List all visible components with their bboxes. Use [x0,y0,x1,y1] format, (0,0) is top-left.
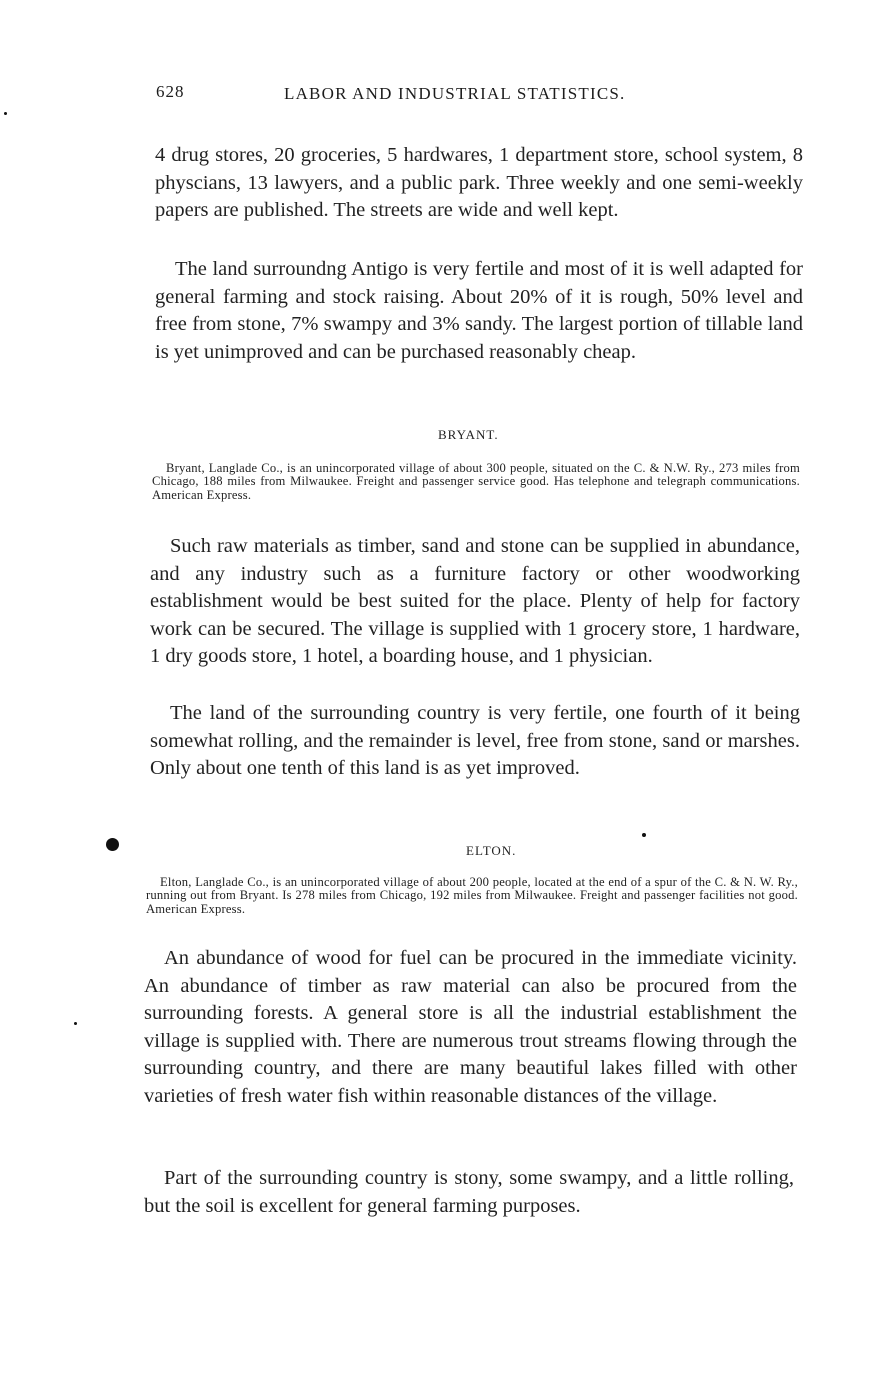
antigo-land-paragraph: The land surroundng Antigo is very fertile and most of it is well adapted for general farming and stock raising. About 20% of it is rough, 50% level and free from stone, 7% swampy and 3% sandy. The largest portion of tillable land is yet unimproved and can be purchased reasonably cheap. [155,258,803,363]
antigo-paragraph-continued: 4 drug stores, 20 groceries, 5 hardwares, 1 department store, school system, 8 physcians, 13 lawyers, and a public park. Three weekly and one semi-weekly papers are published. The streets are wide and well kept. [155,144,803,222]
ink-speck-mark [74,1022,77,1025]
page-number: 628 [156,82,185,101]
bryant-summary-note: Bryant, Langlade Co., is an unincorporated village of about 300 people, situated on the C. & N.W. Ry., 273 miles from Chicago, 188 miles from Milwaukee. Freight and passenger service good. Has telephone and telegraph communications. American Express. [152,461,800,502]
bryant-land-paragraph: The land of the surrounding country is very fertile, one fourth of it being somewhat rolling, and the remainder is level, free from stone, sand or marshes. Only about one tenth of this land is as yet improved. [150,702,800,780]
bryant-materials-paragraph: Such raw materials as timber, sand and stone can be supplied in abundance, and any industry such as a furniture factory or other woodworking establishment would be best suited for the place. Plenty of help for factory work can be secured. The village is supplied with 1 grocery store, 1 hardware, 1 dry goods store, 1 hotel, a boarding house, and 1 physician. [150,535,800,668]
ink-speck-mark [642,833,646,837]
section-heading-bryant: BRYANT. [438,427,499,442]
section-heading-elton: ELTON. [466,843,517,858]
running-title: LABOR AND INDUSTRIAL STATISTICS. [284,84,626,103]
elton-resources-paragraph: An abundance of wood for fuel can be procured in the immediate vicinity. An abundance of timber as raw material can also be procured from the surrounding forests. A general store is all the industrial establishment the village is supplied with. There are numerous trout streams flowing through the surrounding country, and there are many beautiful lakes filled with other varieties of fresh water fish within reasonable distances of the village. [144,947,797,1107]
elton-summary-note: Elton, Langlade Co., is an unincorporated village of about 200 people, located at the end of a spur of the C. & N. W. Ry., running out from Bryant. Is 278 miles from Chicago, 192 miles from Milwaukee. Freight and passenger facilities not good. American Express. [146,875,798,916]
ink-speck-mark [4,112,7,115]
ink-blot-mark [106,838,119,851]
elton-land-paragraph: Part of the surrounding country is stony, some swampy, and a little rolling, but the soil is excellent for general farming purposes. [144,1167,794,1217]
